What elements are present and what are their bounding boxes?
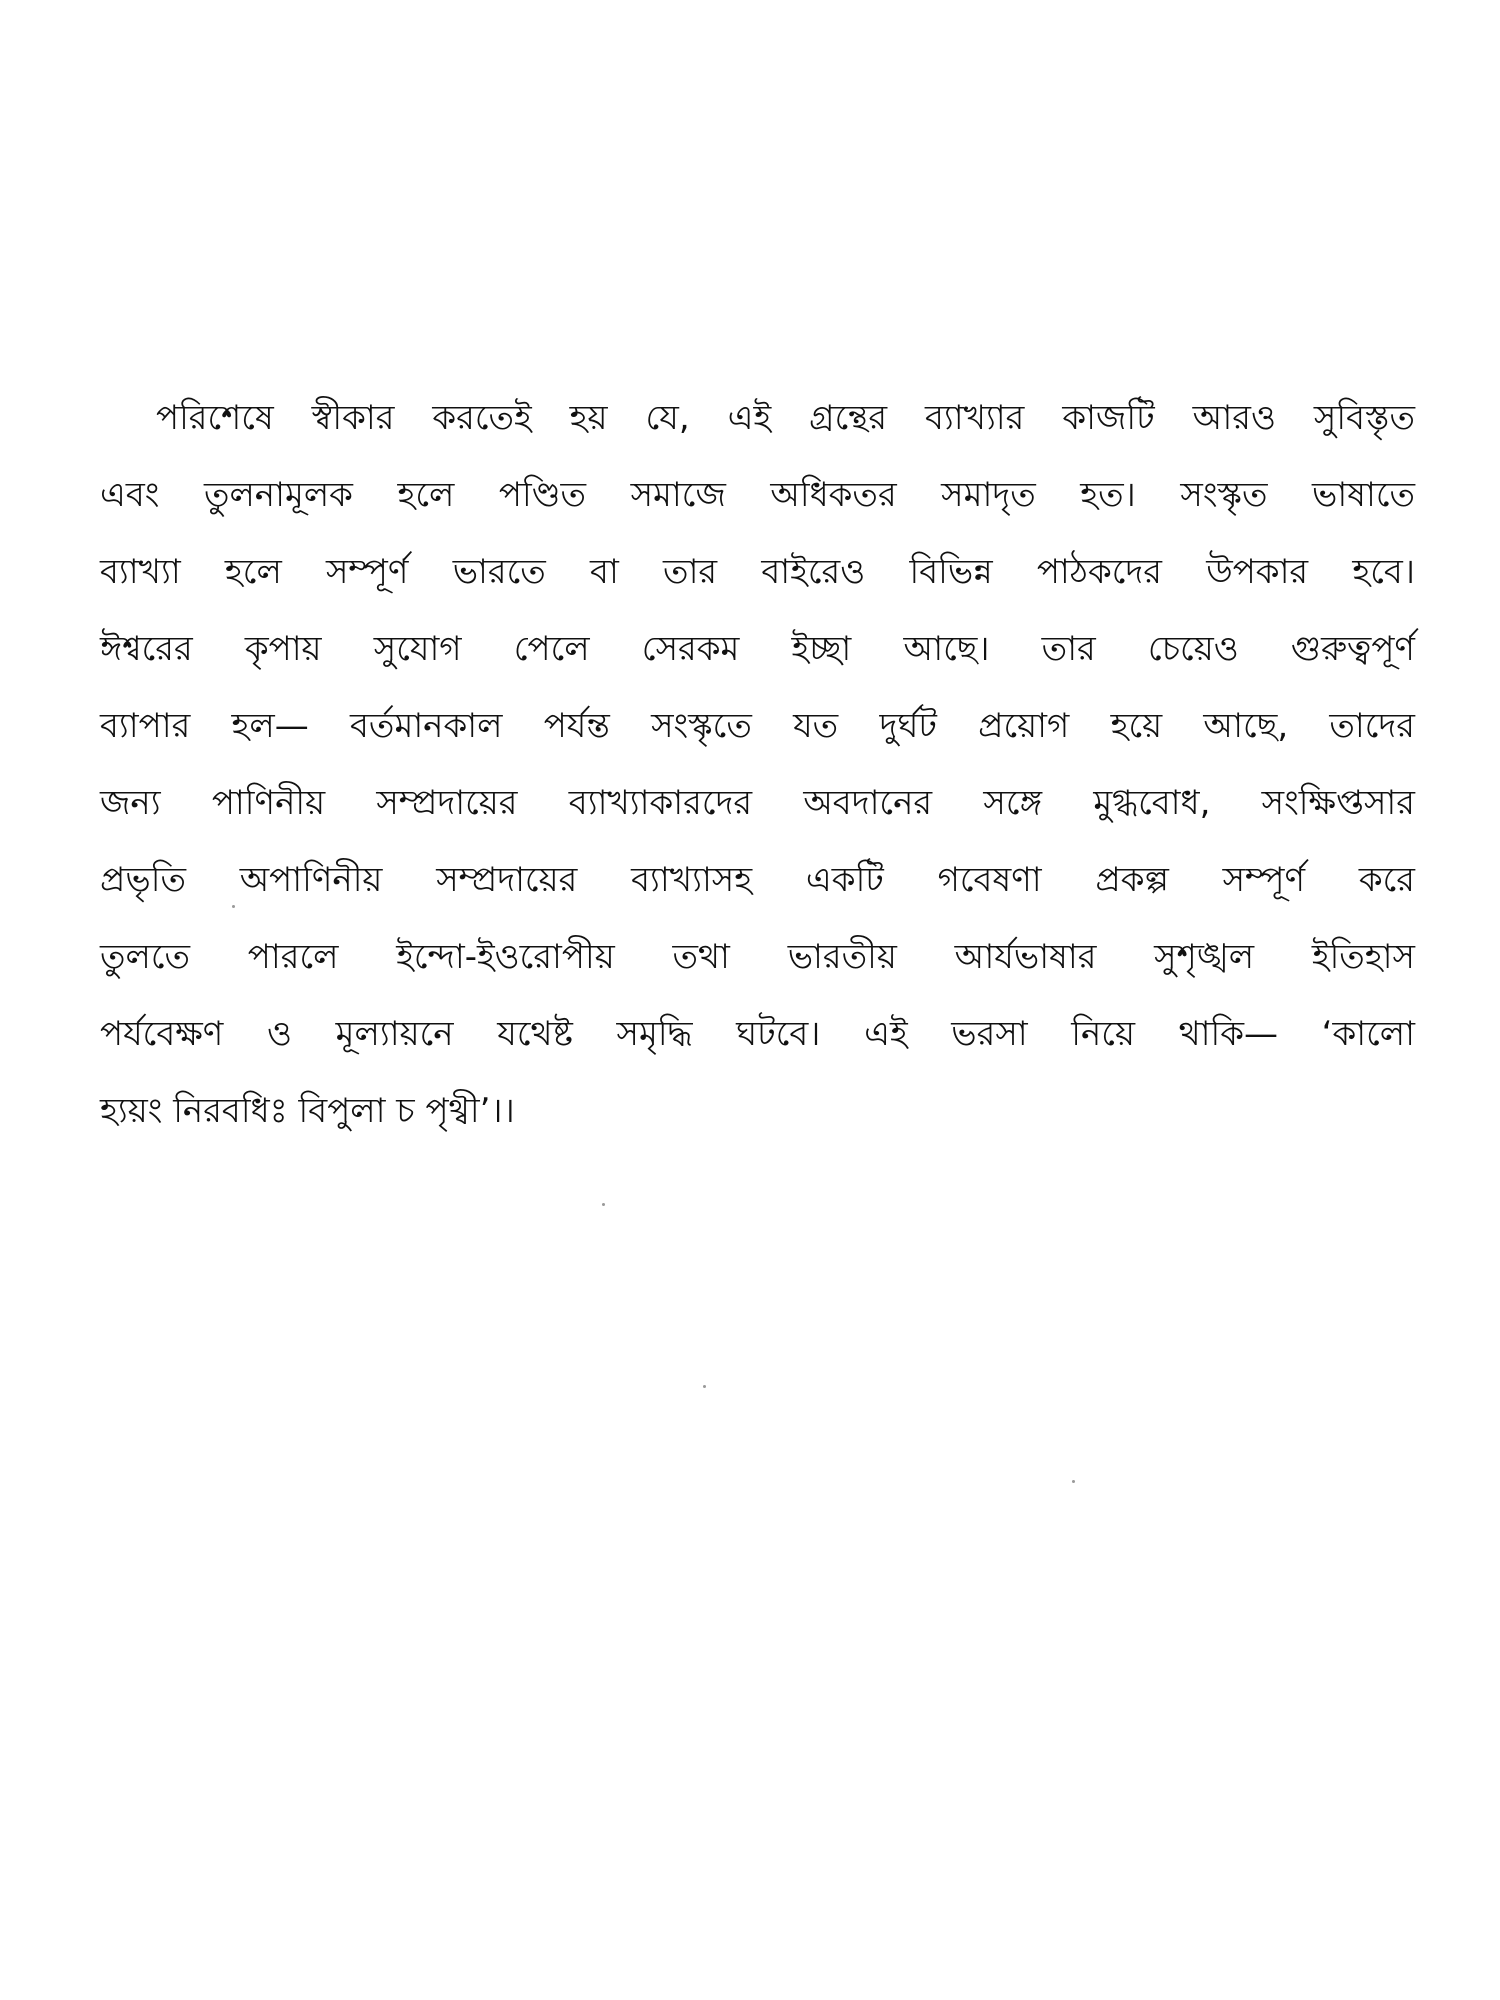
paragraph-line-1: পরিশেষে স্বীকার করতেই হয় যে, এই গ্রন্থের ব্যাখ্যার কাজটি আরও সুবিস্তৃত <box>156 398 1415 438</box>
scan-speck <box>602 1203 605 1206</box>
paragraph-line-10: হ্যয়ং নিরবধিঃ বিপুলা চ পৃথ্বী’।। <box>100 1091 515 1131</box>
paragraph-line-3: ব্যাখ্যা হলে সম্পূর্ণ ভারতে বা তার বাইরেও বিভিন্ন পাঠকদের উপকার হবে। <box>100 552 1415 592</box>
body-paragraph <box>100 380 1415 1150</box>
paragraph-line-4: ঈশ্বরের কৃপায় সুযোগ পেলে সেরকম ইচ্ছা আছে। তার চেয়েও গুরুত্বপূর্ণ <box>100 629 1415 669</box>
scan-speck <box>1072 1480 1075 1483</box>
paragraph-line-8: তুলতে পারলে ইন্দো-ইওরোপীয় তথা ভারতীয় আর্যভাষার সুশৃঙ্খল ইতিহাস <box>100 937 1415 977</box>
scan-speck <box>232 905 235 908</box>
paragraph-line-2: এবং তুলনামূলক হলে পণ্ডিত সমাজে অধিকতর সমাদৃত হত। সংস্কৃত ভাষাতে <box>100 475 1415 515</box>
paragraph-line-9: পর্যবেক্ষণ ও মূল্যায়নে যথেষ্ট সমৃদ্ধি ঘটবে। এই ভরসা নিয়ে থাকি— ‘কালো <box>100 1014 1415 1054</box>
paragraph-line-5: ব্যাপার হল— বর্তমানকাল পর্যন্ত সংস্কৃতে যত দুর্ঘট প্রয়োগ হয়ে আছে, তাদের <box>100 706 1415 746</box>
scan-speck <box>703 1385 706 1388</box>
paragraph-line-7: প্রভৃতি অপাণিনীয় সম্প্রদায়ের ব্যাখ্যাসহ একটি গবেষণা প্রকল্প সম্পূর্ণ করে <box>100 860 1415 900</box>
paragraph-line-6: জন্য পাণিনীয় সম্প্রদায়ের ব্যাখ্যাকারদের অবদানের সঙ্গে মুগ্ধবোধ, সংক্ষিপ্তসার <box>100 783 1415 823</box>
